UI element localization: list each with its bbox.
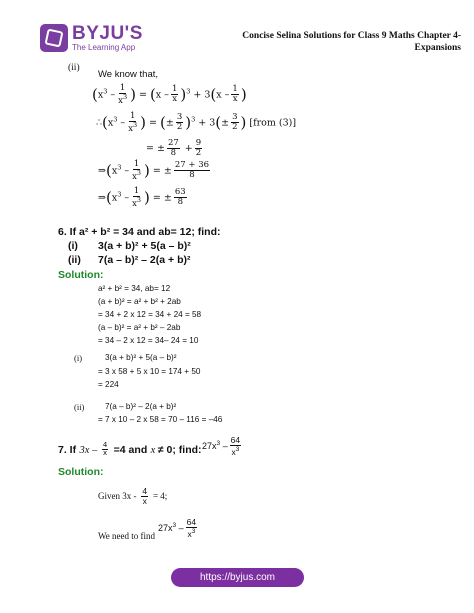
q6-sub-ii-label: (ii) bbox=[74, 402, 85, 412]
q6-line-5: = 34 – 2 x 12 = 34– 24 = 10 bbox=[98, 336, 199, 345]
q6-line-4: (a – b)² = a² + b² – 2ab bbox=[98, 323, 181, 332]
step-line-3: $\Rightarrow(x^3$ – $\frac{1}{x^3}$ ) = ± $\frac{63}{8}$ bbox=[98, 186, 186, 209]
q6-sub-ii-line-2: = 7 x 10 – 2 x 58 = 70 – 116 = –46 bbox=[98, 415, 223, 424]
q6-sub-i-line-1: 3(a + b)² + 5(a – b)² bbox=[105, 353, 177, 362]
q6-ii-expression: 7(a – b)² – 2(a + b)² bbox=[98, 254, 191, 266]
brand-tagline: The Learning App bbox=[72, 43, 136, 52]
identity-line: ($x^3$ – $\frac{1}{x^3}$ ) = (x – $\frac{1}{x}$ )$^3$ + 3(x – $\frac{1}{x}$ ) bbox=[92, 83, 247, 106]
step-line-2: $\Rightarrow(x^3$ – $\frac{1}{x^3}$ ) = ± $\frac{27 + 36}{8}$ bbox=[98, 159, 210, 182]
from-3-note: [from (3)] bbox=[249, 117, 297, 129]
q6-line-2: (a + b)² = a² + b² + 2ab bbox=[98, 297, 181, 306]
we-know-text: We know that, bbox=[98, 69, 159, 80]
byjus-logo-icon bbox=[40, 24, 68, 52]
website-link[interactable]: https://byjus.com bbox=[171, 568, 304, 587]
byjus-logo bbox=[40, 24, 143, 52]
substitution-line: $\therefore(x^3$ – $\frac{1}{x^3}$ ) = (± $\frac{3}{2}$ )$^3$ + 3(± $\frac{3}{2}$ ) [from (3)] bbox=[96, 111, 297, 134]
q7-given-line: Given 3x - $\frac{4}{x}$ = 4; bbox=[98, 486, 168, 506]
q6-ii-label: (ii) bbox=[68, 254, 81, 266]
q6-line-1: a² + b² = 34, ab= 12 bbox=[98, 284, 171, 293]
q6-line-3: = 34 + 2 x 12 = 34 + 24 = 58 bbox=[98, 310, 202, 319]
q7-solution-label: Solution: bbox=[58, 466, 104, 478]
step-line-1: = ± $\frac{27}{8}$ + $\frac{9}{2}$ bbox=[146, 138, 202, 158]
q6-sub-ii-line-1: 7(a – b)² – 2(a + b)² bbox=[105, 402, 177, 411]
q6-sub-i-line-3: = 224 bbox=[98, 380, 119, 389]
q6-i-expression: 3(a + b)² + 5(a – b)² bbox=[98, 240, 191, 252]
part-ii-label: (ii) bbox=[68, 63, 80, 73]
q7-need-expression: $27x^3$ – $\frac{64}{x^3}$ bbox=[158, 517, 197, 539]
q6-i-label: (i) bbox=[68, 240, 78, 252]
document-title: Concise Selina Solutions for Class 9 Maths Chapter 4- Expansions bbox=[242, 31, 461, 53]
q7-heading: 7. If 3x – $\frac{4}{x}$ =4 and x ≠ 0; find: bbox=[58, 441, 202, 458]
q6-sub-i-label: (i) bbox=[74, 353, 83, 363]
brand-name: BYJU'S bbox=[72, 23, 143, 44]
q6-sub-i-line-2: = 3 x 58 + 5 x 10 = 174 + 50 bbox=[98, 367, 201, 376]
q7-target-expression: $27x^3$ – $\frac{64}{x^3}$ bbox=[202, 435, 241, 457]
q6-heading: 6. If a² + b² = 34 and ab= 12; find: bbox=[58, 226, 221, 238]
q7-need-text: We need to find bbox=[98, 531, 156, 541]
q6-solution-label: Solution: bbox=[58, 269, 104, 281]
